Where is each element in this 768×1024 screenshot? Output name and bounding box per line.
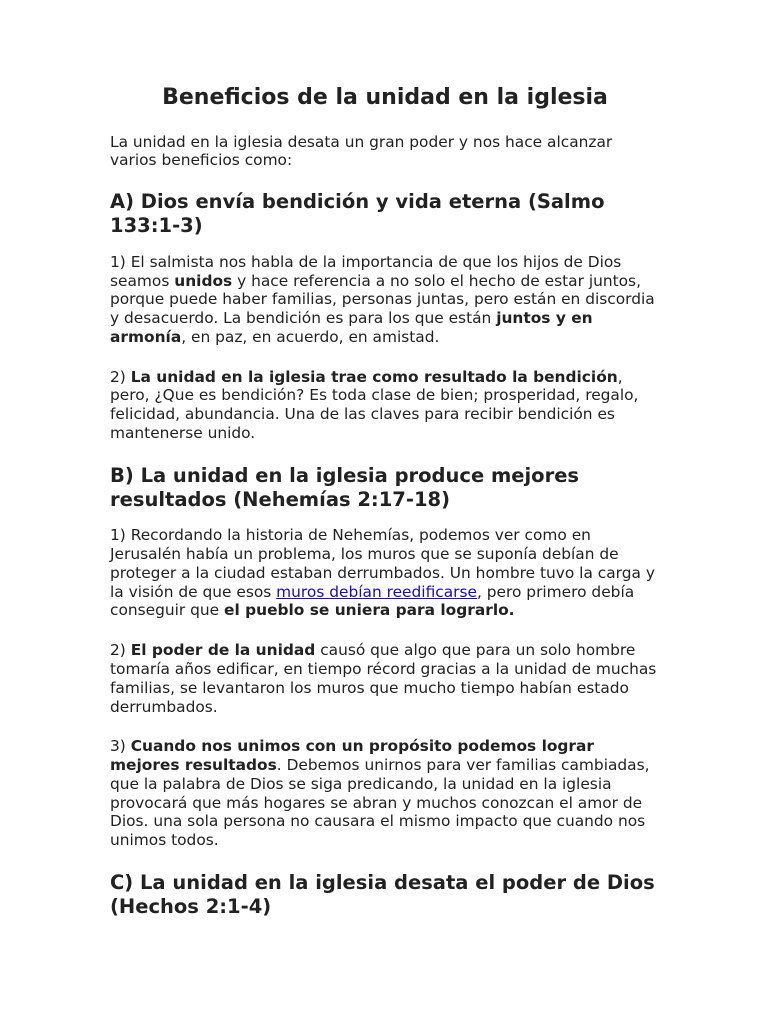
paragraph-text: 2) [110, 367, 131, 386]
paragraph-text: , en paz, en acuerdo, en amistad. [181, 327, 440, 346]
section-c-heading: C) La unidad en la iglesia desata el poder de Dios (Hechos 2:1-4) [110, 871, 655, 918]
bold-text: Cuando nos unimos con un propósito podemos lograr mejores resultados [110, 737, 595, 775]
section-a-paragraph-1 [110, 253, 660, 347]
bold-text: el pueblo se uniera para lograrlo. [224, 601, 515, 620]
bold-text: juntos y en armonía [110, 309, 593, 346]
section-b-heading: B) La unidad en la iglesia produce mejores resultados (Nehemías 2:17-18) [110, 463, 580, 511]
bold-text: La unidad en la iglesia trae como resultado la bendición [130, 367, 618, 386]
paragraph-text: , pero primero debía conseguir que [110, 582, 635, 620]
paragraph-text: 3) [110, 737, 131, 756]
paragraph-text: causó que algo que para un solo hombre tomaría años edificar, en tiempo récord gracias a la unidad de muchas familias, se levantaron los muros que mucho tiempo habían estado derrumbados. [110, 641, 657, 716]
intro-paragraph: La unidad en la iglesia desata un gran poder y nos hace alcanzar varios beneficios como: [110, 132, 613, 170]
section-a-paragraph-2 [110, 368, 660, 443]
bold-text: El poder de la unidad [130, 641, 316, 660]
section-b-paragraph-1 [110, 526, 660, 620]
section-a-heading: A) Dios envía bendición y vida eterna (Salmo 133:1-3) [110, 190, 605, 237]
section-b-paragraph-3 [110, 737, 660, 850]
muros-link[interactable]: muros debían reedificarse [276, 582, 477, 601]
paragraph-text: 1) Recordando la historia de Nehemías, podemos ver como en Jerusalén había un problema, los muros que se suponía debían de proteger a la ciudad estaban derrumbados. Un hombre tuvo la carga y la visión de que esos [110, 526, 655, 601]
paragraph-text: 1) El salmista nos habla de la importancia de que los hijos de Dios seamos [110, 252, 622, 290]
paragraph-text: 2) [110, 641, 131, 660]
document-title: Beneficios de la unidad en la iglesia [162, 85, 608, 110]
section-b-paragraph-2 [110, 641, 660, 716]
paragraph-text: . Debemos unirnos para ver familias cambiadas, que la palabra de Dios se siga predicando, la unidad en la iglesia provocará que más hogares se abran y muchos conozcan el amor de Dios. una sola persona no causara el mismo impacto que cuando nos unimos todos. [110, 756, 650, 850]
bold-text: unidos [174, 271, 233, 290]
paragraph-text: , pero, ¿Que es bendición? Es toda clase de bien; prosperidad, regalo, felicidad, abundancia. Una de las claves para recibir bendición es mantenerse unido. [110, 367, 639, 442]
paragraph-text: y hace referencia a no solo el hecho de estar juntos, porque puede haber familias, personas juntas, pero están en discordia y desacuerdo. La bendición es para los que están [110, 271, 655, 328]
